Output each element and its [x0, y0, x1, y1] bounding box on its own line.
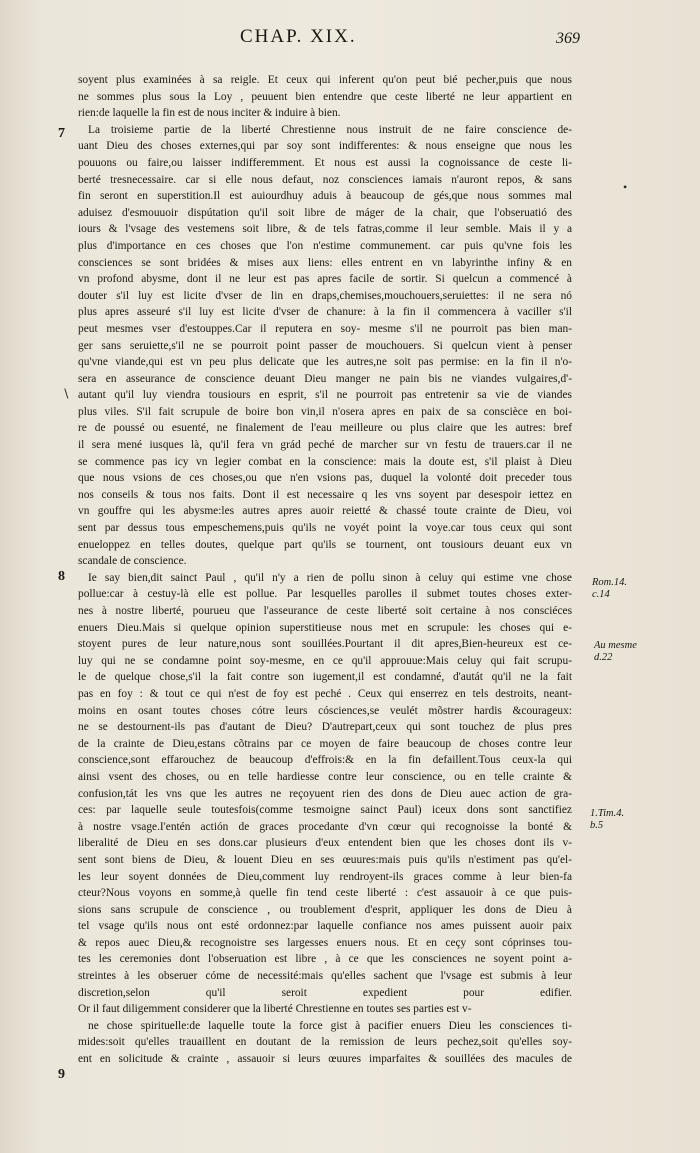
- text-line: vn gouffre qui les abysme:les autres apres auoir reietté & chassé toute crainte de Dieu, voi: [78, 505, 572, 518]
- text-line: plus apres asseuré s'il luy est licite d'vser de chanure: à la fin il commencera à vaciller s'il: [78, 306, 572, 319]
- text-line: & repos auec Dieu,& recognoistre ses largesses enuers nous. Et en ceçy sont cóprinses tou-: [78, 936, 572, 949]
- text-line: conscience,sont effarouchez de beaucoup d'effrois:& en la fin defaillent.Tous ceux-la qui: [78, 754, 572, 767]
- text-line: re de poussé ou esuenté, ne finalement de l'eau meilleure ou plus claire que les autres: bref: [78, 422, 572, 435]
- text-line: discretion,selon qu'il seroit expedient pour edifier.: [78, 986, 572, 999]
- text-line: sera en asseurance de conscience deuant Dieu manger ne pain bis ne viandes vulgaires,d'-: [78, 372, 572, 385]
- text-line: aduisez d'esmouuoir dispútation qu'il soit libre de máger de la chair, que l'obseruatió des: [78, 206, 572, 219]
- text-line: confusion,tát les vns que les autres ne reçoyuent rien des dons de Dieu auec action de gra-: [78, 787, 572, 800]
- paragraph-number: 7: [58, 126, 65, 141]
- text-line: les leur soyent données de Dieu,comment luy rendroyent-ils graces comme à leur bien-fa: [78, 870, 572, 883]
- text-line: cteur?Nous voyons en somme,à quelle fin tend ceste liberté : c'est assauoir à ce que puis-: [78, 887, 572, 900]
- text-line: douter s'il luy est licite d'vser de lin en draps,chemises,mouchouers,seruiettes: il ne sera nó: [78, 289, 572, 302]
- text-line: ainsi vsent des choses, ou en telle hardiesse contre leur conscience, ou en telle crainte &: [78, 770, 572, 783]
- margin-note: 1.Tim.4. b.5: [590, 808, 625, 831]
- text-line: fin seront en superstition.Il est auiourdhuy aduis à beaucoup de gés,que nous sommes mal: [78, 190, 572, 203]
- margin-mark-icon: •: [623, 180, 628, 194]
- chapter-heading: CHAP. XIX.: [240, 26, 357, 47]
- text-line: liberalité de Dieu en ses dons.car plusieurs d'eux entendent bien que les choses dont ils v-: [78, 837, 572, 850]
- text-line: mides:soit qu'elles trauaillent en doutant de la remission de leurs pechez,soit qu'elles soy-: [78, 1036, 572, 1049]
- text-line: rien:de laquelle la fin est de nous inciter & induire à bien.: [78, 107, 341, 120]
- text-line: nos conseils & tous nos faits. Dont il est necessaire q les vns soyent par desespoir iettez en: [78, 488, 572, 501]
- text-line: que nous vsions de ces choses,ou que n'en vsions pas, duquel la volonté doit preceder tous: [78, 472, 572, 485]
- text-line: ne se destournent-ils pas d'autant de Dieu? D'autrepart,ceux qui sont touchez de plus pres: [78, 721, 572, 734]
- paragraph-number: 8: [58, 569, 65, 584]
- margin-note: Rom.14. c.14: [592, 577, 627, 600]
- text-line: se commence pas icy vn legier combat en la conscience: mais la doute est, s'il plaist à Dieu: [78, 455, 572, 468]
- text-line: iours & l'vsage des vestemens soit libre, & de tels fatras,comme il leur semble. Mais il y a: [78, 223, 572, 236]
- text-line: le de quelque chose,s'il la fait contre son iugement,il est condamné, d'autát qu'il ne la fait: [78, 671, 572, 684]
- text-line: tel vsage qu'ils nous ont esté ordonnez:par laquelle confiance nos ames puissent auoir paix: [78, 920, 572, 933]
- text-line: de la crainte de Dieu,estans cõtrains par ce moyen de faire beaucoup de choses contre leur: [78, 737, 572, 750]
- text-line: peut mesmes vser d'estouppes.Car il reputera en soy- mesme s'il ne pourroit pas bien man-: [78, 322, 572, 335]
- text-line: moins en osant toutes choses cótre leurs cósciences,se veulét mõstrer hardis &courageux:: [78, 704, 572, 717]
- text-line: uant Dieu des choses externes,qui par soy sont indifferentes: & nous enseigne que nous les: [78, 140, 572, 153]
- text-line: autant qu'il luy viendra tousiours en esprit, s'il ne pourroit pas entretenir sa vie de viandes: [78, 389, 572, 402]
- text-line: il sera mené iusques là, qu'il fera vn grád peché de marcher sur vn festu de trauers.car il ne: [78, 439, 572, 452]
- text-line: plus viles. S'il fait scrupule de boire bon vin,il n'osera apres en paix de sa conscièce en boi-: [78, 405, 572, 418]
- text-line: streintes à les obseruer cóme de necessité:mais qu'elles sachent que l'vsage est submis à leur: [78, 970, 572, 983]
- running-header: [0, 26, 700, 56]
- text-line: qu'vne viande,qui est vn peu plus delicate que les autres,ne soit pas permise: en la fin il n'o-: [78, 356, 572, 369]
- text-line: Ie say bien,dit sainct Paul , qu'il n'y a rien de pollu sinon à celuy qui estime vne chose: [88, 571, 572, 584]
- text-line: tes les ceremonies dont l'obseruation est libre , à ce que les consciences ne soyent point a-: [78, 953, 572, 966]
- text-line: plus d'importance en ces choses que l'on n'estime communement. car puis qu'vne fois les: [78, 239, 572, 252]
- text-line: enuers Dieu.Mais si quelque opinion superstitieuse nous met en scrupule: les choses qui e-: [78, 621, 572, 634]
- margin-note: Au mesme d.22: [594, 640, 637, 663]
- text-line: soyent plus examinées à sa reigle. Et ceux qui inferent qu'on peut bié pecher,puis que nous: [78, 74, 572, 86]
- text-line: scandale de conscience.: [78, 555, 187, 568]
- text-line: La troisieme partie de la liberté Chrestienne nous instruit de ne faire conscience de-: [88, 123, 572, 136]
- text-line: à nostre vsage.I'entén actión de graces procedante d'vn cœur qui recognoisse la bonté &: [78, 820, 572, 833]
- text-line: ces: par laquelle seule toutesfois(comme tesmoigne sainct Paul) iceux dons sont sanctifiez: [78, 804, 572, 817]
- text-line: stoyent pures de leur nature,nous sont souillées.Pourtant il dit apres,Bien-heureux est ce-: [78, 638, 572, 651]
- text-line: sions sans scrupule de conscience , ou troublement d'esprit, appliquer les dons de Dieu à: [78, 903, 572, 916]
- text-line: ne chose spirituelle:de laquelle toute la force gist à pacifier enuers Dieu les consciences ti-: [88, 1019, 572, 1032]
- text-line: berté tresnecessaire. car si elle nous defaut, noz consciences iamais n'auront repos, & sans: [78, 173, 572, 186]
- text-line: sent sont biens de Dieu, & louent Dieu en ses œuures:mais puis qu'ils n'estiment pas qu'el-: [78, 853, 572, 866]
- text-line: nes à nostre liberté, pourueu que l'asseurance de ceste liberté soit certaine à nos consciéces: [78, 605, 572, 617]
- text-line: consciences se sont bridées & mises aux liens: elles entrent en vn labyrinthe infiny & en: [78, 256, 572, 269]
- text-line: pollue:car à cestuy-là elle est pollue. Par lesquelles parolles il submet toutes choses exter-: [78, 588, 572, 601]
- body-text: [78, 72, 572, 1068]
- margin-mark-icon: ∖: [62, 387, 70, 401]
- text-line: pouuons ou faire,ou laisser indifferemment. Et nous est aussi la cognoissance de ceste li-: [78, 156, 572, 169]
- text-line: sent par dessus tous empeschemens,puis qu'ils ne voyét point la voye.car tous ceux qui sont: [78, 522, 572, 535]
- text-line: ent en solicitude & crainte , assauoir si leurs œuures imparfaites & souillées des macules de: [78, 1053, 572, 1066]
- text-line: ger sans seruiette,s'il ne se pourroit point passer de mouchouers. Si quelcun vient à penser: [78, 339, 572, 352]
- paragraph-number: 9: [58, 1067, 65, 1082]
- text-line: enueloppez en telles doutes, quelque part qu'ils se tournent, ont tousiours deuant eux vn: [78, 538, 572, 551]
- folio-number: 369: [556, 30, 580, 47]
- text-line: Or il faut diligemment considerer que la liberté Chrestienne en toutes ses parties est v-: [78, 1003, 472, 1016]
- text-line: pas en foy : & tout ce qui n'est de foy est peché . Ceux qui enserrez en tels destroits, neant-: [78, 687, 572, 700]
- text-line: luy qui ne se condamne point soy-mesme, en ce qu'il approuue:Mais celuy qui fait scrupu-: [78, 654, 572, 667]
- text-line: vn profond abysme, dont il ne leur est pas apres facile de sortir. Si quelcun a commencé à: [78, 273, 572, 286]
- text-line: ne sommes plus sous la Loy , peuuent bien entendre que ceste liberté ne leur appartient en: [78, 90, 572, 103]
